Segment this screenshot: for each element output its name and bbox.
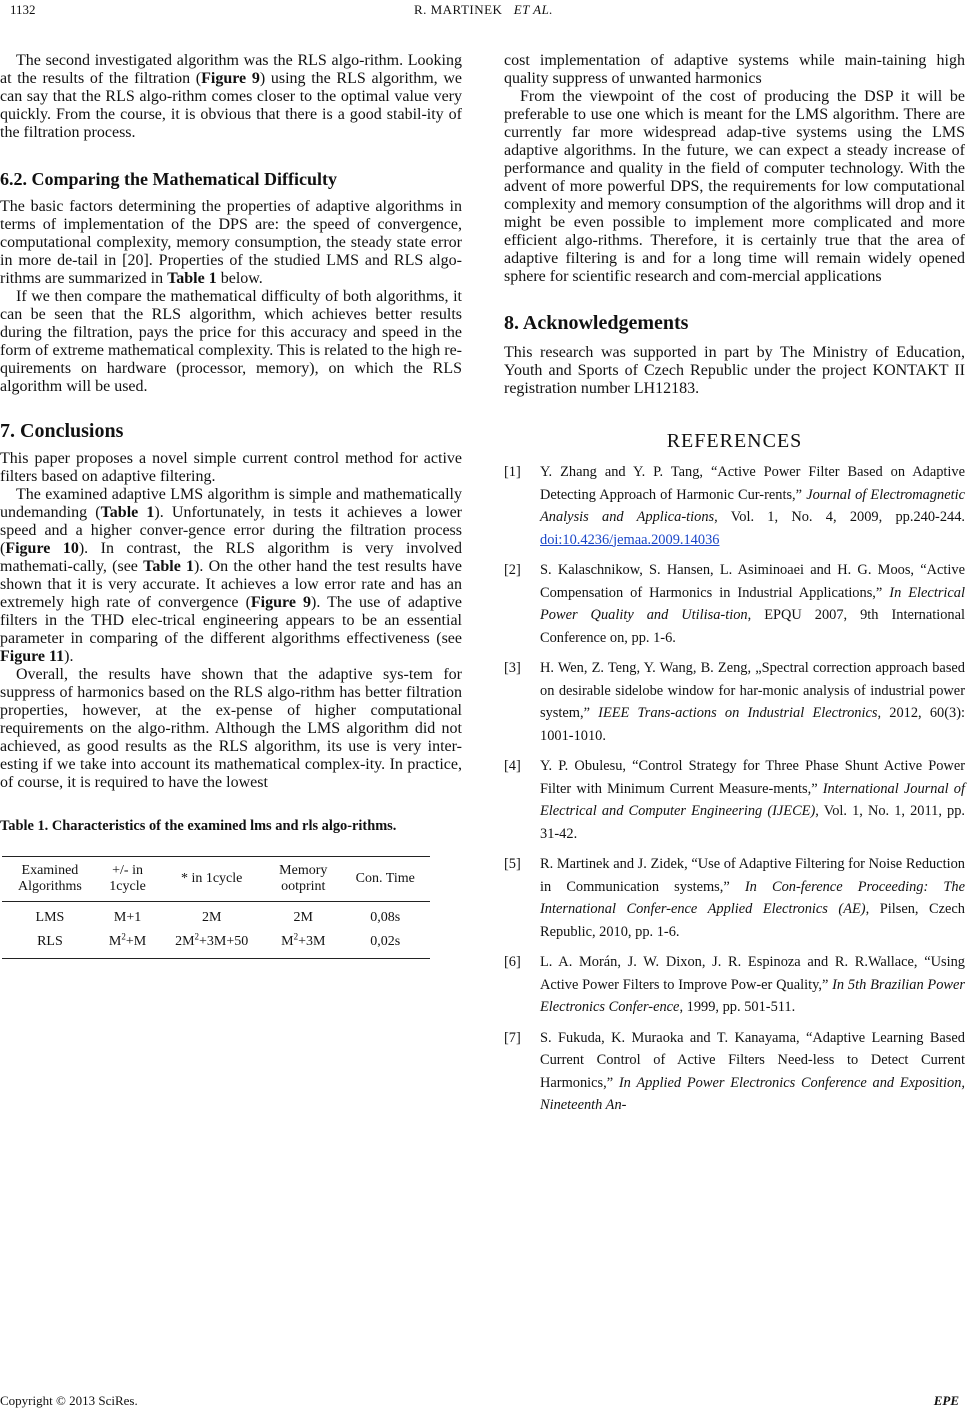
reference-item — [504, 1027, 965, 1117]
bold-reference: Table 1 — [100, 504, 155, 521]
reference-item — [504, 853, 965, 943]
reference-number: [4] — [504, 758, 521, 774]
table-header-line: Memory — [279, 863, 328, 878]
text-run: H. Wen, Z. Teng, Y. Wang, B. Zeng, „Spectral correction approach based on desirable sidelobe window for har-monic analysis of industrial power system,” — [540, 660, 965, 721]
references-list — [504, 461, 965, 1117]
table-row — [2, 930, 430, 959]
section-heading-7: 7. Conclusions — [0, 420, 124, 442]
reference-item — [504, 461, 965, 551]
table-caption: Table 1. Characteristics of the examined lms and rls algo-rithms. — [0, 818, 397, 834]
table-header-line: * in 1cycle — [180, 871, 243, 886]
reference-number: [7] — [504, 1029, 521, 1046]
superscript: 2 — [121, 931, 126, 942]
paragraph — [0, 288, 462, 396]
paragraph — [0, 486, 462, 666]
bold-reference: Table 1 — [167, 270, 217, 287]
text-run: S. Fukuda, K. Muraoka and T. Kanayama, “Adaptive Learning Based Current Control of Active Filters Need-less to Detect Current Harmonics,” — [540, 1029, 965, 1091]
italic-text: Journal of Electromagnetic Analysis and Applica-tions — [540, 486, 966, 525]
running-header-authors: R. MARTINEK — [413, 2, 503, 17]
table-cell — [2, 930, 98, 959]
text-run: below. — [216, 270, 263, 287]
text-run: , Vol. 1, No. 4, 2009, pp.240-244. — [714, 509, 966, 525]
text-run: If we then compare the mathematical difficulty of both algorithms, it can be seen that the RLS algorithm, which achieves better results during the filtration, pays the price for this accuracy and speed in the form of extreme mathematical complexity. This is related to the high re-quirements on hardware (processor, memory), on which the RLS algorithm will be used. — [0, 288, 462, 395]
left-column — [0, 52, 462, 959]
reference-number: [1] — [504, 464, 521, 480]
text-run: This paper proposes a novel simple current control method for active filters based on adaptive filtering. — [0, 450, 462, 485]
footer-copyright: Copyright © 2013 SciRes. — [0, 1393, 138, 1408]
text-run: Overall, the results have shown that the adaptive sys-tem for suppress of harmonics based on the RLS algo-rithm has better filtration properties, however, at the ex-pense of higher computational requirements on the algo-rithm. Although the LMS algorithm did not achieved, as good results as the RLS algorithm, its use is very inter-esting if we take into account its mathematical complex-ity. In practice, of course, it is required to have the lowest — [0, 666, 462, 791]
text-run: 0,02s — [370, 934, 401, 949]
italic-text: IEEE Trans-actions on Industrial Electronics — [598, 705, 878, 721]
table-header-row — [2, 857, 430, 902]
text-run: The second investigated algorithm was the RLS algo-rithm. Looking at the results of the filtration ( — [0, 52, 462, 87]
table-header-cell — [157, 857, 266, 902]
text-run: This research was supported in part by The Ministry of Education, Youth and Sports of Czech Republic under the project KONTAKT II registration number LH12183. — [504, 344, 965, 397]
table-header-line: +/- in — [112, 863, 143, 878]
table-row — [2, 902, 430, 931]
section-heading-8: 8. Acknowledgements — [504, 312, 689, 334]
reference-item — [504, 657, 965, 747]
reference-number: [3] — [504, 660, 521, 676]
text-run: From the viewpoint of the cost of producing the DSP it will be preferable to use one which is meant for the LMS algorithm. There are currently far more widespread adap-tive systems using the LMS adaptive algorithms. In the future, we can expect a steady increase of performance and quality in the field of computer technology. With the advent of more powerful DPS, the requirements for low computational complexity and memory consumption of the algorithms will drop and it might be even possible to implement more complicated and more efficient algo-rithms. Therefore, it is certainly true that the area of adaptive filtering is and for a long time will remain widely opened sphere for scientific research and com-mercial applications — [504, 88, 965, 285]
text-run: LMS — [35, 910, 65, 925]
text-run: ). — [64, 648, 74, 665]
paragraph — [0, 450, 462, 486]
bold-reference: Figure 11 — [0, 648, 65, 665]
bold-reference: Table 1 — [143, 558, 195, 575]
table-cell — [98, 902, 157, 931]
paragraph — [504, 344, 965, 398]
text-run: R. Martinek and J. Zidek, “Use of Adaptive Filtering for Noise Reduction in Communication systems,” — [540, 856, 965, 895]
text-run: M+1 — [113, 910, 142, 925]
table-header-cell — [98, 857, 157, 902]
table-header-cell — [266, 857, 340, 902]
text-run: , Pilsen, Czech Republic, 2010, pp. 1-6. — [540, 901, 965, 940]
text-run: The examined adaptive LMS algorithm is simple and mathematically undemanding ( — [0, 486, 462, 521]
table-header-line: 1cycle — [109, 879, 146, 894]
table-cell — [98, 930, 157, 959]
text-run: The basic factors determining the properties of adaptive algorithms in terms of implementation of the DPS are: the speed of convergence, computational complexity, memory consumption, the steady state error in more de-tail in [20]. Properties of the studied LMS and RLS algo-rithms are summarized in — [0, 198, 462, 287]
text-run: ). Unfortunately, in tests it achieves a lower speed and a higher conver-gence error during the filtration process ( — [0, 504, 463, 557]
italic-text: In Electrical Power Quality and Utilisa-tion — [540, 584, 965, 623]
bold-reference: Figure 10 — [5, 540, 79, 557]
text-run: RLS — [37, 934, 63, 949]
references-title: REFERENCES — [666, 430, 803, 452]
right-column — [504, 52, 965, 1117]
paragraph — [504, 52, 965, 88]
table-cell — [266, 902, 340, 931]
text-run: +3M — [298, 934, 326, 949]
page-number: 1132 — [10, 2, 36, 17]
table-header-line: Algorithms — [18, 879, 82, 894]
text-run: M — [281, 934, 294, 949]
text-run: Y. Zhang and Y. P. Tang, “Active Power Filter Based on Adaptive Detecting Approach of Harmonic Cur-rents,” — [540, 464, 965, 503]
text-run: 0,08s — [370, 910, 401, 925]
reference-number: [6] — [504, 954, 521, 970]
table-cell — [266, 930, 340, 959]
superscript: 2 — [194, 931, 200, 942]
table-cell — [157, 902, 266, 931]
table-header-line: ootprint — [281, 879, 326, 894]
text-run: 2M — [201, 910, 222, 925]
running-header — [0, 2, 967, 18]
table-header-line: Examined — [21, 863, 79, 878]
table-cell — [2, 902, 98, 931]
italic-text: International Journal of Electrical and Computer Engineering (IJECE) — [540, 780, 965, 819]
text-run: 2M — [293, 910, 313, 925]
text-run: +3M+50 — [199, 934, 249, 949]
italic-text: In Applied Power Electronics Conference and Exposition, Nineteenth An- — [540, 1074, 965, 1113]
text-run: cost implementation of adaptive systems while main-taining high quality suppress of unwanted harmonics — [504, 52, 965, 87]
text-run: , Vol. 1, No. 1, 2011, pp. 31-42. — [540, 803, 965, 842]
text-run: +M — [125, 934, 147, 949]
bold-reference: Figure 9 — [201, 70, 260, 87]
table-cell — [157, 930, 266, 959]
characteristics-table — [2, 856, 430, 959]
reference-number: [5] — [504, 856, 521, 872]
text-run: M — [108, 934, 122, 949]
text-run: , 1999, pp. 501-511. — [679, 999, 796, 1015]
reference-item — [504, 559, 965, 649]
text-run: , EPQU 2007, 9th International Conference on, pp. 1-6. — [540, 607, 965, 646]
running-header-et-al: ET AL. — [513, 2, 554, 17]
table-header-line: Con. Time — [355, 871, 415, 886]
bold-reference: Figure 9 — [250, 594, 311, 611]
table-body — [2, 902, 430, 959]
superscript: 2 — [293, 931, 299, 942]
text-run: S. Kalaschnikow, S. Hansen, L. Asiminoaei and H. G. Moos, “Active Compensation of Harmonics in Industrial Applications,” — [540, 562, 965, 601]
footer-journal: EPE — [933, 1393, 959, 1408]
text-run: L. A. Morán, J. W. Dixon, J. R. Espinoza and R. R.Wallace, “Using Active Power Filters to Improve Pow-er Quality,” — [540, 954, 965, 993]
reference-item — [504, 755, 965, 845]
text-run: ) using the RLS algorithm, we can say that the RLS algo-rithm comes closer to the optimal value very quickly. From the course, it is obvious that there is a good stabil-ity of the filtration process. — [0, 70, 462, 141]
section-heading-6-2: 6.2. Comparing the Mathematical Difficulty — [0, 169, 337, 189]
text-run: ). On the other hand the test results have shown that it is very accurate. It achieves a low error rate and has an extremely high rate of convergence ( — [0, 558, 463, 611]
text-run: Y. P. Obulesu, “Control Strategy for Three Phase Shunt Active Power Filter with Minimum Current Measure-ments,” — [540, 758, 965, 797]
table-cell — [341, 902, 431, 931]
italic-text: In 5th Brazilian Power Electronics Confer-ence — [540, 976, 965, 1015]
table-header-cell — [2, 857, 98, 902]
reference-number: [2] — [504, 562, 521, 578]
paragraph — [0, 52, 462, 142]
text-run: 2M — [175, 934, 195, 949]
text-run: , 2012, 60(3): 1001-1010. — [540, 705, 965, 744]
text-run: ). In contrast, the RLS algorithm is very involved mathemati-cally, (see — [0, 540, 463, 575]
text-run: ). The use of adaptive filters in the THD elec-trical engineering appears to be an essential parameter in comparing of the different algorithms effectiveness (see — [0, 594, 463, 647]
paragraph — [0, 666, 462, 792]
table-cell — [341, 930, 431, 959]
reference-item — [504, 951, 965, 1019]
doi-link[interactable]: doi:10.4236/jemaa.2009.14036 — [540, 531, 720, 548]
table-header-cell — [341, 857, 431, 902]
italic-text: In Con-ference Proceeding: The International Confer-ence Applied Electronics (AE) — [540, 878, 966, 917]
paragraph — [0, 198, 462, 288]
paragraph — [504, 88, 965, 286]
